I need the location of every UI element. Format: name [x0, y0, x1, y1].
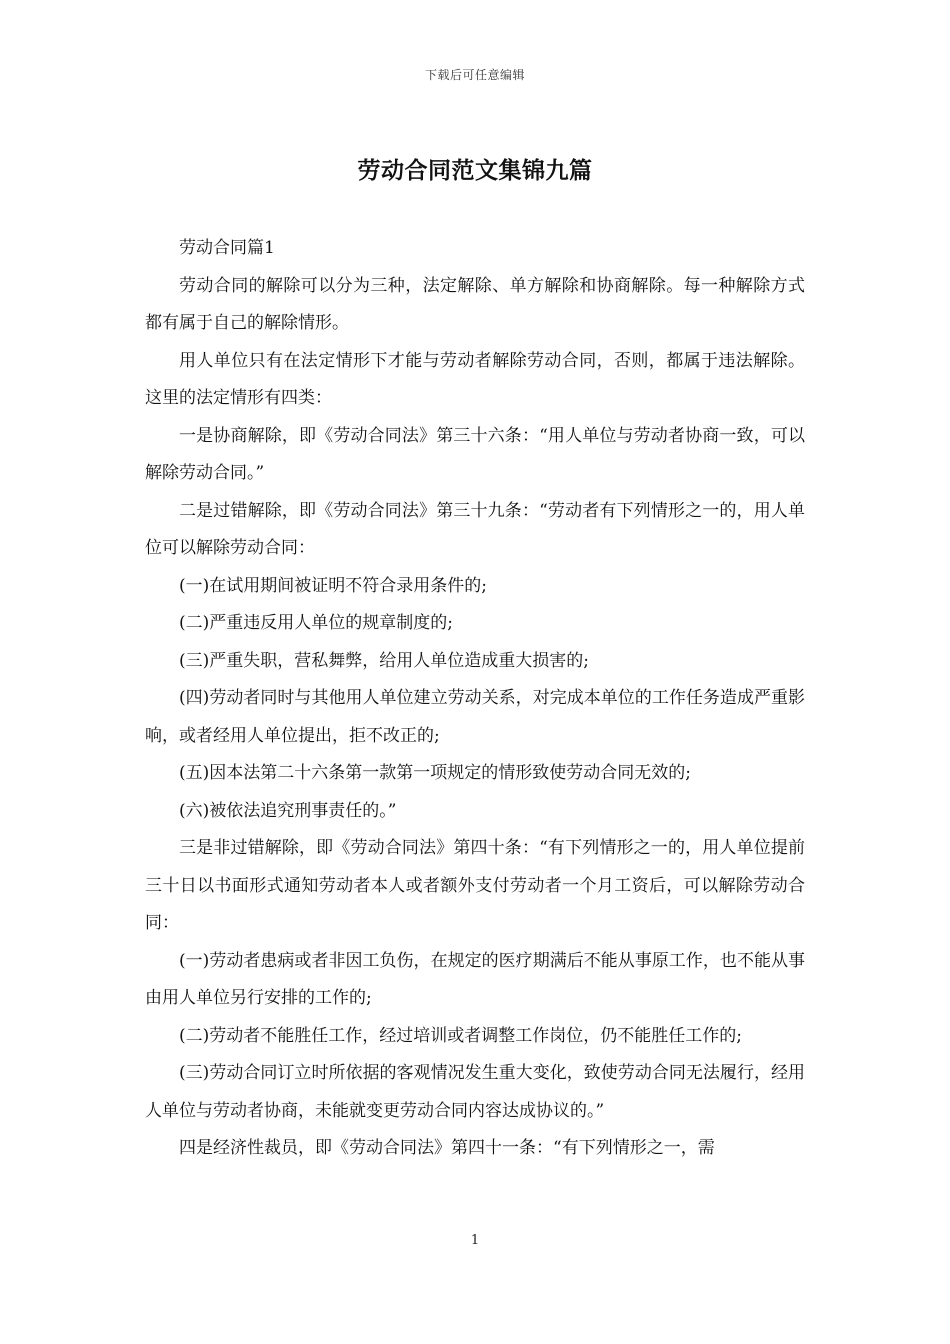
paragraph: 三是非过错解除，即《劳动合同法》第四十条：“有下列情形之一的，用人单位提前三十日以书面形式通知劳动者本人或者额外支付劳动者一个月工资后，可以解除劳动合同：	[145, 838, 805, 933]
paragraph: 劳动合同的解除可以分为三种，法定解除、单方解除和协商解除。每一种解除方式都有属于自己的解除情形。	[145, 275, 805, 333]
list-item: (二)劳动者不能胜任工作，经过培训或者调整工作岗位，仍不能胜任工作的;	[179, 1025, 742, 1046]
list-item: (一)在试用期间被证明不符合录用条件的;	[179, 575, 487, 596]
list-item: (三)严重失职，营私舞弊，给用人单位造成重大损害的;	[179, 650, 589, 671]
paragraph: 二是过错解除，即《劳动合同法》第三十九条：“劳动者有下列情形之一的，用人单位可以解除劳动合同：	[145, 500, 805, 558]
list-item: (四)劳动者同时与其他用人单位建立劳动关系，对完成本单位的工作任务造成严重影响，或者经用人单位提出，拒不改正的;	[145, 688, 805, 746]
download-note: 下载后可任意编辑	[424, 68, 525, 82]
section-heading: 劳动合同篇1	[179, 238, 275, 258]
paragraph: 四是经济性裁员，即《劳动合同法》第四十一条：“有下列情形之一，需	[179, 1138, 715, 1158]
list-item: (二)严重违反用人单位的规章制度的;	[179, 613, 453, 633]
document-body	[145, 230, 805, 1168]
document-title: 劳动合同范文集锦九篇	[357, 157, 593, 184]
paragraph: 用人单位只有在法定情形下才能与劳动者解除劳动合同，否则，都属于违法解除。这里的法定情形有四类：	[145, 350, 805, 408]
paragraph: 一是协商解除，即《劳动合同法》第三十六条：“用人单位与劳动者协商一致，可以解除劳动合同。”	[145, 425, 805, 483]
list-item: (五)因本法第二十六条第一款第一项规定的情形致使劳动合同无效的;	[179, 763, 691, 783]
list-item: (六)被依法追究刑事责任的。”	[179, 800, 397, 821]
list-item: (三)劳动合同订立时所依据的客观情况发生重大变化，致使劳动合同无法履行，经用人单位与劳动者协商，未能就变更劳动合同内容达成协议的。”	[145, 1063, 805, 1121]
page-number: 1	[470, 1233, 480, 1248]
list-item: (一)劳动者患病或者非因工负伤，在规定的医疗期满后不能从事原工作，也不能从事由用人单位另行安排的工作的;	[145, 950, 805, 1008]
